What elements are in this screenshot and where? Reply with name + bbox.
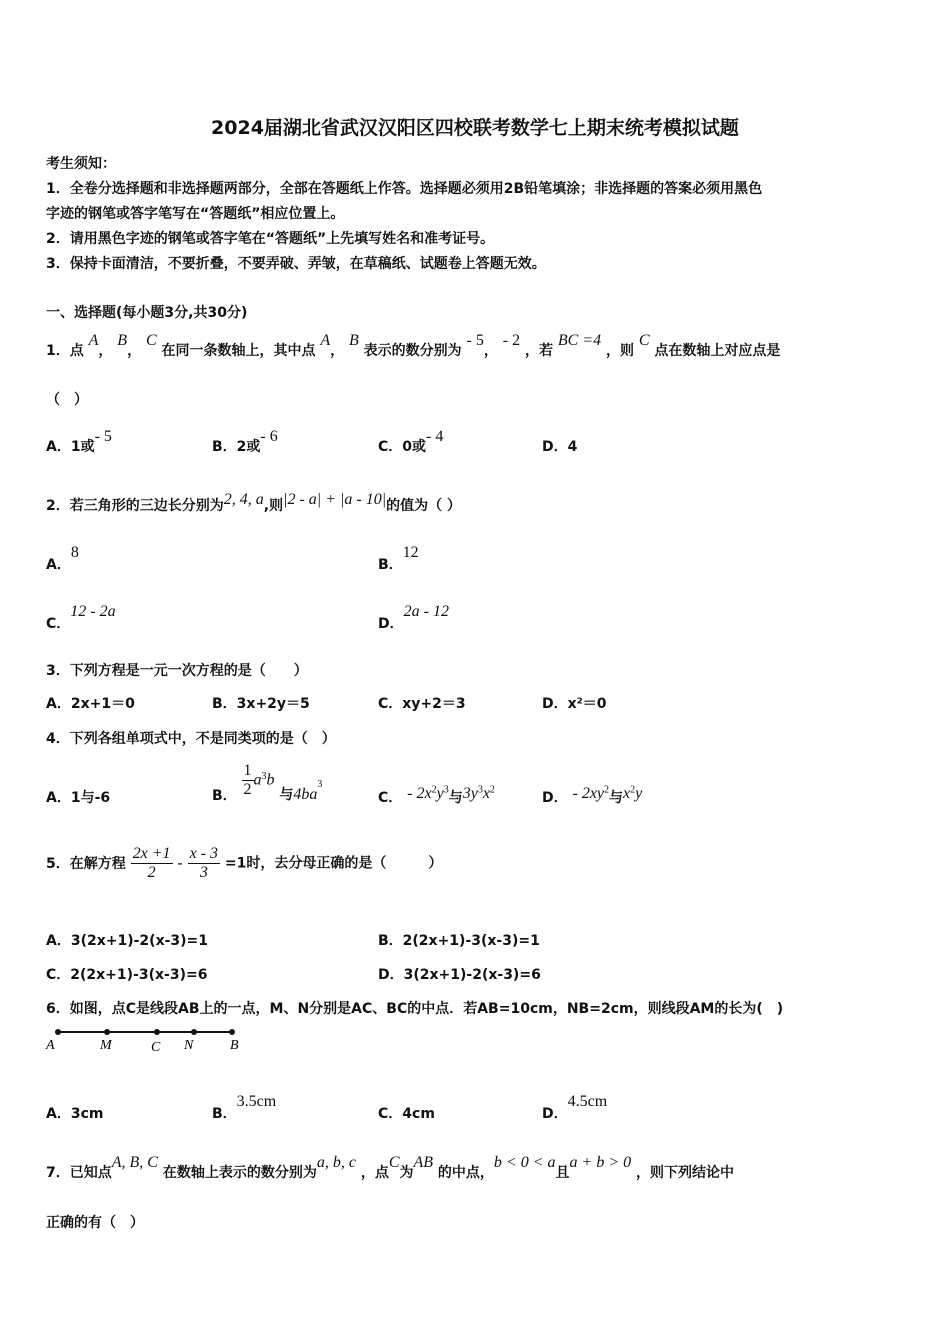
q1-option-d: D．4 bbox=[542, 439, 578, 455]
question-4: 4．下列各组单项式中，不是同类项的是（ ） bbox=[46, 731, 336, 747]
q2-option-d: D．2a - 12 bbox=[378, 603, 449, 632]
question-7: 7．已知点A, B, C 在数轴上表示的数分别为a, b, c ，点C为AB 的中点，b < 0 < a且a + b > 0 ，则下列结论中 bbox=[46, 1154, 734, 1181]
point-n bbox=[191, 1029, 197, 1035]
q5-option-b: B．2(2x+1)-3(x-3)=1 bbox=[378, 933, 540, 949]
q4-option-c: C． - $2x^2y^3$与$3y^3x^2$ bbox=[378, 784, 495, 806]
question-6: 6．如图，点C是线段AB上的一点，M、N分别是AC、BC的中点．若AB=10cm，NB=2cm，则线段AM的长为( ) bbox=[46, 1001, 784, 1017]
q2-option-a: A．8 bbox=[46, 544, 79, 573]
q5-option-a: A．3(2x+1)-2(x-3)=1 bbox=[46, 933, 209, 949]
question-3: 3．下列方程是一元一次方程的是（ ） bbox=[46, 663, 308, 679]
q3-option-b: B．3x+2y＝5 bbox=[212, 696, 310, 712]
q6-option-d: D．4.5cm bbox=[542, 1093, 608, 1122]
notice-line-3: 3．保持卡面清洁，不要折叠，不要弄破、弄皱，在草稿纸、试题卷上答题无效。 bbox=[46, 256, 546, 272]
q4-option-b: B． $\frac{1}{2}$ $a^3b$ 与$4ba^3$ bbox=[212, 762, 323, 804]
question-2: 2．若三角形的三边长分别为2, 4, a,则|2 - a| + |a - 10|的值为（ ） bbox=[46, 491, 461, 514]
q5-option-d: D．3(2x+1)-2(x-3)=6 bbox=[378, 967, 541, 983]
label-b: B bbox=[230, 1038, 239, 1053]
notice-line-1b: 字迹的钢笔或答字笔写在“答题纸”相应位置上。 bbox=[46, 206, 345, 222]
question-1: 1．点 A， B， C 在同一条数轴上，其中点 A， B 表示的数分别为 - 5， - 2 ，若 BC =4 ，则 C 点在数轴上对应点是 bbox=[46, 332, 781, 359]
q1-option-c: C．0或- 4 bbox=[378, 428, 444, 455]
segment-diagram bbox=[42, 1022, 252, 1056]
q2-option-b: B．12 bbox=[378, 544, 419, 573]
q6-option-b: B．3.5cm bbox=[212, 1093, 277, 1122]
point-c bbox=[154, 1029, 160, 1035]
label-m: M bbox=[100, 1038, 112, 1053]
q6-option-c: C．4cm bbox=[378, 1106, 435, 1122]
q3-option-d: D．x²＝0 bbox=[542, 696, 607, 712]
q4-option-d: D． - $2xy^2$与$x^2y$ bbox=[542, 784, 643, 806]
label-n: N bbox=[184, 1038, 194, 1053]
notice-line-2: 2．请用黑色字迹的钢笔或答字笔在“答题纸”上先填写姓名和准考证号。 bbox=[46, 231, 495, 247]
question-5: 5．在解方程 $\frac{2x +1}{2}$ - $\frac{x - 3}{3}$ =1时，去分母正确的是（ ） bbox=[46, 845, 443, 881]
label-a: A bbox=[46, 1038, 55, 1053]
q1-option-b: B．2或- 6 bbox=[212, 428, 278, 455]
q5-option-c: C．2(2x+1)-3(x-3)=6 bbox=[46, 967, 208, 983]
notice-line-1: 1．全卷分选择题和非选择题两部分，全部在答题纸上作答。选择题必须用2B铅笔填涂；非选择题的答案必须用黑色 bbox=[46, 181, 763, 197]
q2-option-c: C．12 - 2a bbox=[46, 603, 116, 632]
q6-option-a: A．3cm bbox=[46, 1106, 104, 1122]
q1-option-a: A．1或- 5 bbox=[46, 428, 112, 455]
point-a bbox=[55, 1029, 61, 1035]
question-7-line-2: 正确的有（ ） bbox=[46, 1215, 144, 1231]
q4-option-a: A．1与-6 bbox=[46, 790, 111, 806]
q3-option-c: C．xy+2＝3 bbox=[378, 696, 466, 712]
section-heading: 一、选择题(每小题3分,共30分) bbox=[46, 305, 248, 321]
label-c: C bbox=[151, 1040, 161, 1055]
notice-heading: 考生须知： bbox=[46, 156, 116, 172]
q3-option-a: A．2x+1＝0 bbox=[46, 696, 135, 712]
point-b bbox=[229, 1029, 235, 1035]
question-1-paren: （ ） bbox=[46, 392, 88, 408]
point-m bbox=[104, 1029, 110, 1035]
page-title: 2024届湖北省武汉汉阳区四校联考数学七上期末统考模拟试题 bbox=[211, 117, 739, 139]
